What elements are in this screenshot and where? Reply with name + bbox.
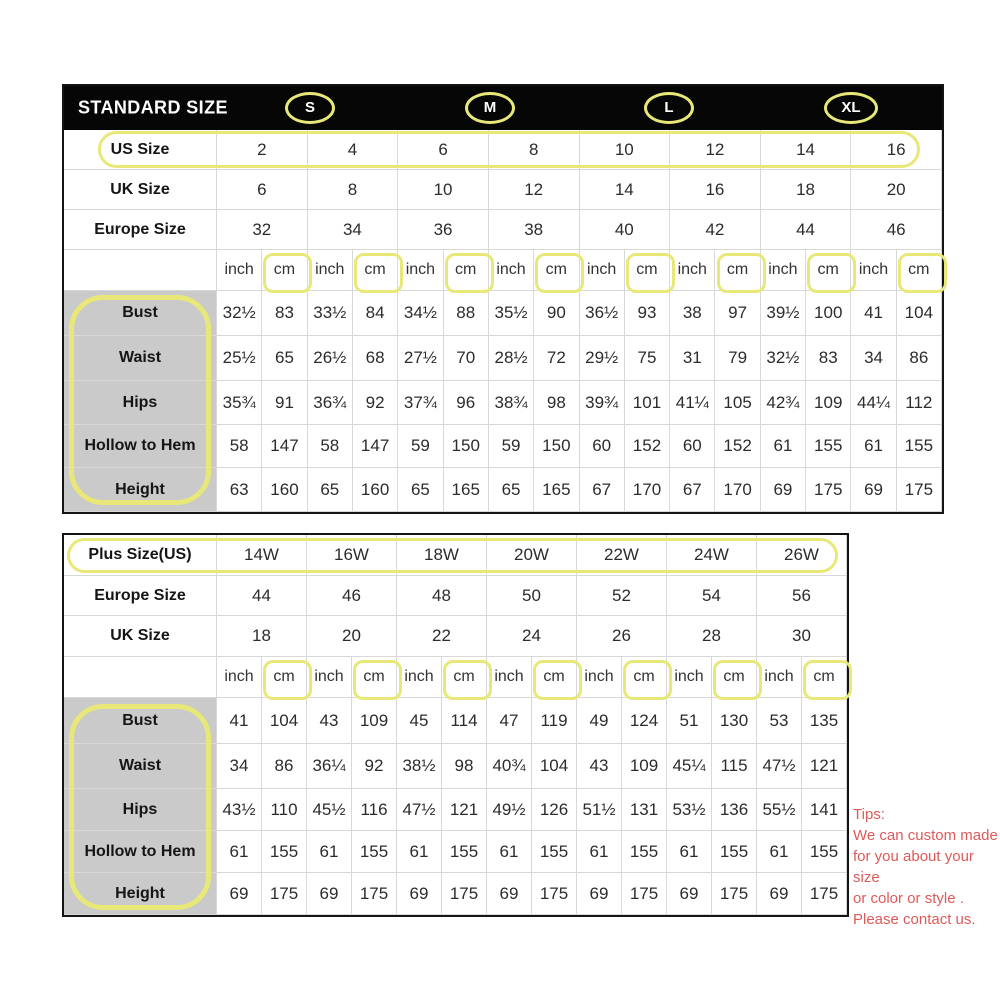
measure-value-cell: 175 xyxy=(802,873,847,915)
size-value-cell: 32 xyxy=(217,210,308,250)
measure-value-cell: 40¾ xyxy=(487,744,532,789)
size-value-cell: 52 xyxy=(577,576,667,616)
unit-cell: cm xyxy=(442,657,487,698)
size-value-cell: 28 xyxy=(667,616,757,657)
measure-value-cell: 112 xyxy=(897,381,942,425)
measure-value-cell: 90 xyxy=(534,291,579,336)
measure-value-cell: 160 xyxy=(353,468,398,512)
unit-cell: inch xyxy=(308,250,353,291)
tips-title: Tips: xyxy=(853,806,885,823)
row-label: Plus Size(US) xyxy=(64,535,217,576)
size-value-cell: 8 xyxy=(489,130,580,170)
measure-value-cell: 35½ xyxy=(489,291,534,336)
measure-value-cell: 175 xyxy=(806,468,851,512)
size-group-m-highlight: M xyxy=(465,92,515,124)
size-value-cell: 16W xyxy=(307,535,397,576)
standard-size-grid xyxy=(64,130,942,512)
tips-line: or color or style . xyxy=(853,890,964,907)
unit-cell: inch xyxy=(580,250,625,291)
measure-value-cell: 58 xyxy=(217,425,262,468)
measure-value-cell: 88 xyxy=(444,291,489,336)
row-label: UK Size xyxy=(64,170,217,210)
measure-value-cell: 130 xyxy=(712,698,757,744)
measure-value-cell: 83 xyxy=(806,336,851,381)
row-label: Waist xyxy=(64,744,217,789)
size-value-cell: 12 xyxy=(670,130,761,170)
measure-value-cell: 67 xyxy=(580,468,625,512)
measure-value-cell: 59 xyxy=(489,425,534,468)
measure-value-cell: 69 xyxy=(577,873,622,915)
unit-cell: cm xyxy=(802,657,847,698)
measure-value-cell: 150 xyxy=(444,425,489,468)
size-group-xl-highlight: XL xyxy=(824,92,878,124)
measure-value-cell: 65 xyxy=(262,336,307,381)
measure-value-cell: 92 xyxy=(353,381,398,425)
tips-lines xyxy=(853,825,1000,930)
unit-cell: inch xyxy=(398,250,443,291)
size-value-cell: 10 xyxy=(580,130,671,170)
measure-value-cell: 69 xyxy=(307,873,352,915)
size-value-cell: 16 xyxy=(670,170,761,210)
measure-value-cell: 91 xyxy=(262,381,307,425)
measure-value-cell: 61 xyxy=(307,831,352,873)
measure-value-cell: 141 xyxy=(802,789,847,831)
measure-value-cell: 155 xyxy=(442,831,487,873)
measure-value-cell: 43 xyxy=(307,698,352,744)
measure-value-cell: 45¼ xyxy=(667,744,712,789)
measure-value-cell: 155 xyxy=(352,831,397,873)
units-row-label-blank xyxy=(64,250,217,291)
measure-value-cell: 49 xyxy=(577,698,622,744)
measure-value-cell: 61 xyxy=(487,831,532,873)
measure-value-cell: 136 xyxy=(712,789,757,831)
measure-value-cell: 61 xyxy=(397,831,442,873)
measure-value-cell: 119 xyxy=(532,698,577,744)
measure-value-cell: 61 xyxy=(577,831,622,873)
measure-value-cell: 63 xyxy=(217,468,262,512)
standard-size-table xyxy=(62,84,944,514)
unit-cell: inch xyxy=(397,657,442,698)
measure-value-cell: 34 xyxy=(851,336,896,381)
size-value-cell: 12 xyxy=(489,170,580,210)
unit-cell: inch xyxy=(217,250,262,291)
unit-cell: inch xyxy=(667,657,712,698)
measure-value-cell: 147 xyxy=(262,425,307,468)
measure-value-cell: 43 xyxy=(577,744,622,789)
unit-cell: cm xyxy=(534,250,579,291)
row-label: Bust xyxy=(64,291,217,336)
tips-line: for you about your size xyxy=(853,848,974,886)
measure-value-cell: 51 xyxy=(667,698,712,744)
row-label: Height xyxy=(64,873,217,915)
measure-value-cell: 47½ xyxy=(397,789,442,831)
measure-value-cell: 115 xyxy=(712,744,757,789)
measure-value-cell: 59 xyxy=(398,425,443,468)
measure-value-cell: 26½ xyxy=(308,336,353,381)
measure-value-cell: 170 xyxy=(625,468,670,512)
measure-value-cell: 131 xyxy=(622,789,667,831)
measure-value-cell: 152 xyxy=(625,425,670,468)
units-row-label-blank xyxy=(64,657,217,698)
size-value-cell: 24 xyxy=(487,616,577,657)
row-label: Hollow to Hem xyxy=(64,831,217,873)
measure-value-cell: 165 xyxy=(444,468,489,512)
measure-value-cell: 53½ xyxy=(667,789,712,831)
measure-value-cell: 104 xyxy=(262,698,307,744)
size-value-cell: 24W xyxy=(667,535,757,576)
measure-value-cell: 175 xyxy=(352,873,397,915)
measure-value-cell: 175 xyxy=(712,873,757,915)
measure-value-cell: 60 xyxy=(670,425,715,468)
measure-value-cell: 43½ xyxy=(217,789,262,831)
unit-cell: inch xyxy=(489,250,534,291)
measure-value-cell: 116 xyxy=(352,789,397,831)
measure-value-cell: 35¾ xyxy=(217,381,262,425)
measure-value-cell: 41¼ xyxy=(670,381,715,425)
size-value-cell: 48 xyxy=(397,576,487,616)
size-value-cell: 38 xyxy=(489,210,580,250)
unit-cell: inch xyxy=(761,250,806,291)
measure-value-cell: 51½ xyxy=(577,789,622,831)
size-value-cell: 26W xyxy=(757,535,847,576)
measure-value-cell: 124 xyxy=(622,698,667,744)
row-label: Europe Size xyxy=(64,210,217,250)
measure-value-cell: 152 xyxy=(715,425,760,468)
measure-value-cell: 72 xyxy=(534,336,579,381)
size-value-cell: 44 xyxy=(761,210,852,250)
unit-cell: inch xyxy=(487,657,532,698)
row-label: Hips xyxy=(64,789,217,831)
measure-value-cell: 69 xyxy=(487,873,532,915)
measure-value-cell: 69 xyxy=(851,468,896,512)
size-value-cell: 26 xyxy=(577,616,667,657)
measure-value-cell: 110 xyxy=(262,789,307,831)
measure-value-cell: 155 xyxy=(532,831,577,873)
measure-value-cell: 126 xyxy=(532,789,577,831)
measure-value-cell: 32½ xyxy=(217,291,262,336)
size-value-cell: 20 xyxy=(851,170,942,210)
measure-value-cell: 36¾ xyxy=(308,381,353,425)
measure-value-cell: 34½ xyxy=(398,291,443,336)
size-value-cell: 50 xyxy=(487,576,577,616)
unit-cell: inch xyxy=(307,657,352,698)
measure-value-cell: 155 xyxy=(622,831,667,873)
unit-cell: cm xyxy=(262,250,307,291)
unit-cell: cm xyxy=(806,250,851,291)
size-group-l-highlight: L xyxy=(644,92,694,124)
size-value-cell: 16 xyxy=(851,130,942,170)
size-value-cell: 22 xyxy=(397,616,487,657)
measure-value-cell: 69 xyxy=(667,873,712,915)
measure-value-cell: 155 xyxy=(262,831,307,873)
measure-value-cell: 61 xyxy=(667,831,712,873)
measure-value-cell: 175 xyxy=(622,873,667,915)
measure-value-cell: 61 xyxy=(217,831,262,873)
unit-cell: inch xyxy=(217,657,262,698)
measure-value-cell: 175 xyxy=(442,873,487,915)
measure-value-cell: 155 xyxy=(897,425,942,468)
row-label: UK Size xyxy=(64,616,217,657)
size-group-s-highlight: S xyxy=(285,92,335,124)
unit-cell: cm xyxy=(625,250,670,291)
size-value-cell: 18 xyxy=(761,170,852,210)
measure-value-cell: 170 xyxy=(715,468,760,512)
measure-value-cell: 37¾ xyxy=(398,381,443,425)
measure-value-cell: 109 xyxy=(352,698,397,744)
measure-value-cell: 32½ xyxy=(761,336,806,381)
size-value-cell: 46 xyxy=(307,576,397,616)
measure-value-cell: 36½ xyxy=(580,291,625,336)
size-value-cell: 44 xyxy=(217,576,307,616)
measure-value-cell: 155 xyxy=(802,831,847,873)
measure-value-cell: 58 xyxy=(308,425,353,468)
unit-cell: cm xyxy=(444,250,489,291)
row-label: US Size xyxy=(64,130,217,170)
measure-value-cell: 98 xyxy=(534,381,579,425)
size-value-cell: 40 xyxy=(580,210,671,250)
measure-value-cell: 150 xyxy=(534,425,579,468)
size-value-cell: 8 xyxy=(308,170,399,210)
size-value-cell: 20W xyxy=(487,535,577,576)
size-value-cell: 42 xyxy=(670,210,761,250)
measure-value-cell: 86 xyxy=(262,744,307,789)
measure-value-cell: 75 xyxy=(625,336,670,381)
measure-value-cell: 65 xyxy=(489,468,534,512)
measure-value-cell: 42¾ xyxy=(761,381,806,425)
measure-value-cell: 47½ xyxy=(757,744,802,789)
size-value-cell: 34 xyxy=(308,210,399,250)
measure-value-cell: 61 xyxy=(757,831,802,873)
measure-value-cell: 104 xyxy=(532,744,577,789)
size-value-cell: 18W xyxy=(397,535,487,576)
measure-value-cell: 65 xyxy=(308,468,353,512)
size-value-cell: 30 xyxy=(757,616,847,657)
standard-size-header-bar xyxy=(64,86,942,130)
measure-value-cell: 41 xyxy=(851,291,896,336)
size-value-cell: 4 xyxy=(308,130,399,170)
measure-value-cell: 60 xyxy=(580,425,625,468)
measure-value-cell: 47 xyxy=(487,698,532,744)
unit-cell: inch xyxy=(757,657,802,698)
measure-value-cell: 38¾ xyxy=(489,381,534,425)
unit-cell: cm xyxy=(715,250,760,291)
plus-size-table xyxy=(62,533,849,917)
measure-value-cell: 61 xyxy=(851,425,896,468)
measure-value-cell: 53 xyxy=(757,698,802,744)
measure-value-cell: 100 xyxy=(806,291,851,336)
size-value-cell: 2 xyxy=(217,130,308,170)
unit-cell: cm xyxy=(262,657,307,698)
measure-value-cell: 92 xyxy=(352,744,397,789)
measure-value-cell: 175 xyxy=(897,468,942,512)
measure-value-cell: 45 xyxy=(397,698,442,744)
measure-value-cell: 109 xyxy=(622,744,667,789)
row-label: Europe Size xyxy=(64,576,217,616)
measure-value-cell: 155 xyxy=(806,425,851,468)
measure-value-cell: 39¾ xyxy=(580,381,625,425)
measure-value-cell: 83 xyxy=(262,291,307,336)
size-value-cell: 36 xyxy=(398,210,489,250)
measure-value-cell: 29½ xyxy=(580,336,625,381)
unit-cell: cm xyxy=(622,657,667,698)
size-value-cell: 18 xyxy=(217,616,307,657)
measure-value-cell: 121 xyxy=(802,744,847,789)
measure-value-cell: 109 xyxy=(806,381,851,425)
measure-value-cell: 165 xyxy=(534,468,579,512)
unit-cell: inch xyxy=(670,250,715,291)
unit-cell: cm xyxy=(712,657,757,698)
measure-value-cell: 70 xyxy=(444,336,489,381)
measure-value-cell: 68 xyxy=(353,336,398,381)
measure-value-cell: 160 xyxy=(262,468,307,512)
size-value-cell: 6 xyxy=(398,130,489,170)
measure-value-cell: 121 xyxy=(442,789,487,831)
measure-value-cell: 175 xyxy=(262,873,307,915)
measure-value-cell: 104 xyxy=(897,291,942,336)
measure-value-cell: 135 xyxy=(802,698,847,744)
measure-value-cell: 31 xyxy=(670,336,715,381)
measure-value-cell: 97 xyxy=(715,291,760,336)
measure-value-cell: 155 xyxy=(712,831,757,873)
size-value-cell: 14 xyxy=(580,170,671,210)
measure-value-cell: 84 xyxy=(353,291,398,336)
measure-value-cell: 41 xyxy=(217,698,262,744)
tips-line: We can custom made xyxy=(853,827,998,844)
size-value-cell: 54 xyxy=(667,576,757,616)
measure-value-cell: 25½ xyxy=(217,336,262,381)
measure-value-cell: 86 xyxy=(897,336,942,381)
measure-value-cell: 147 xyxy=(353,425,398,468)
measure-value-cell: 98 xyxy=(442,744,487,789)
measure-value-cell: 69 xyxy=(397,873,442,915)
row-label: Waist xyxy=(64,336,217,381)
measure-value-cell: 28½ xyxy=(489,336,534,381)
measure-value-cell: 79 xyxy=(715,336,760,381)
measure-value-cell: 69 xyxy=(761,468,806,512)
row-label: Hips xyxy=(64,381,217,425)
measure-value-cell: 65 xyxy=(398,468,443,512)
unit-cell: inch xyxy=(851,250,896,291)
measure-value-cell: 175 xyxy=(532,873,577,915)
measure-value-cell: 114 xyxy=(442,698,487,744)
measure-value-cell: 38½ xyxy=(397,744,442,789)
measure-value-cell: 101 xyxy=(625,381,670,425)
unit-cell: cm xyxy=(897,250,942,291)
size-value-cell: 14W xyxy=(217,535,307,576)
tips-note xyxy=(853,804,1000,930)
measure-value-cell: 39½ xyxy=(761,291,806,336)
row-label: Bust xyxy=(64,698,217,744)
size-value-cell: 14 xyxy=(761,130,852,170)
size-value-cell: 22W xyxy=(577,535,667,576)
measure-value-cell: 49½ xyxy=(487,789,532,831)
unit-cell: cm xyxy=(532,657,577,698)
measure-value-cell: 96 xyxy=(444,381,489,425)
measure-value-cell: 93 xyxy=(625,291,670,336)
measure-value-cell: 69 xyxy=(217,873,262,915)
row-label: Hollow to Hem xyxy=(64,425,217,468)
measure-value-cell: 38 xyxy=(670,291,715,336)
unit-cell: cm xyxy=(353,250,398,291)
size-value-cell: 6 xyxy=(217,170,308,210)
measure-value-cell: 33½ xyxy=(308,291,353,336)
measure-value-cell: 67 xyxy=(670,468,715,512)
unit-cell: inch xyxy=(577,657,622,698)
row-label: Height xyxy=(64,468,217,512)
measure-value-cell: 44¼ xyxy=(851,381,896,425)
measure-value-cell: 69 xyxy=(757,873,802,915)
tips-line: Please contact us. xyxy=(853,911,976,928)
size-value-cell: 56 xyxy=(757,576,847,616)
unit-cell: cm xyxy=(352,657,397,698)
standard-size-title: STANDARD SIZE xyxy=(78,97,228,118)
size-value-cell: 20 xyxy=(307,616,397,657)
measure-value-cell: 55½ xyxy=(757,789,802,831)
measure-value-cell: 36¼ xyxy=(307,744,352,789)
measure-value-cell: 61 xyxy=(761,425,806,468)
measure-value-cell: 27½ xyxy=(398,336,443,381)
plus-size-grid xyxy=(64,535,847,915)
measure-value-cell: 34 xyxy=(217,744,262,789)
measure-value-cell: 45½ xyxy=(307,789,352,831)
size-value-cell: 10 xyxy=(398,170,489,210)
measure-value-cell: 105 xyxy=(715,381,760,425)
size-value-cell: 46 xyxy=(851,210,942,250)
